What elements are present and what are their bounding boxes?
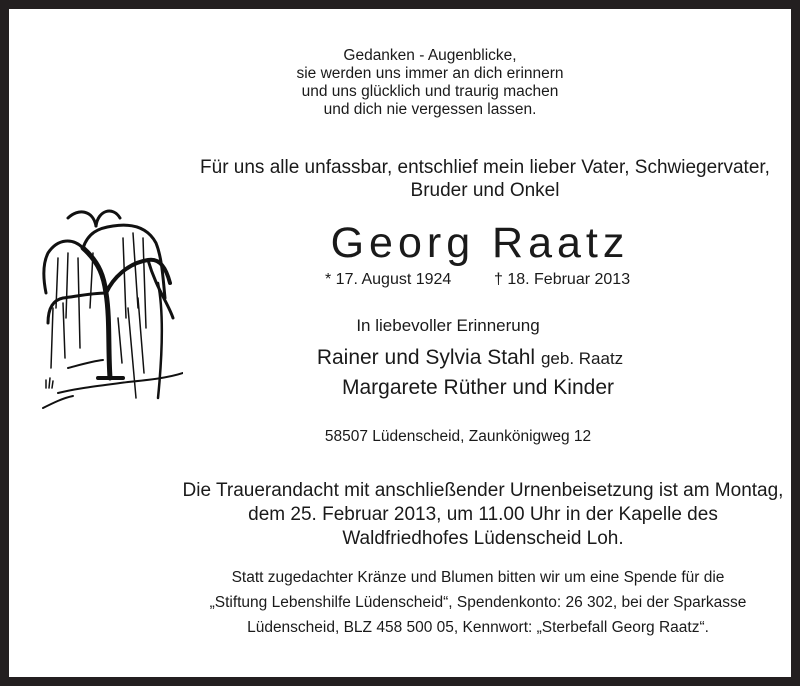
- donation-line: Statt zugedachter Kränze und Blumen bitten wir um eine Spende für die: [231, 569, 725, 586]
- mourners-line-1: [150, 345, 790, 371]
- poem-line: und dich nie vergessen lassen.: [323, 101, 537, 118]
- birth-date: * 17. August 1924: [325, 271, 452, 288]
- donation-line: Lüdenscheid, BLZ 458 500 05, Kennwort: „Sterbefall Georg Raatz“.: [247, 619, 709, 636]
- death-date: † 18. Februar 2013: [494, 271, 631, 288]
- service-line: Waldfriedhofes Lüdenscheid Loh.: [342, 528, 624, 549]
- service-line: dem 25. Februar 2013, um 11.00 Uhr in der Kapelle des: [248, 504, 718, 525]
- address: 58507 Lüdenscheid, Zaunkönigweg 12: [324, 428, 592, 445]
- intro-line: Für uns alle unfassbar, entschlief mein lieber Vater, Schwiegervater,: [200, 157, 770, 178]
- memory-heading: In liebevoller Erinnerung: [356, 316, 540, 335]
- intro-line: Bruder und Onkel: [410, 180, 560, 201]
- poem-line: sie werden uns immer an dich erinnern: [296, 65, 564, 82]
- mourners-line-2: Margarete Rüther und Kinder: [342, 376, 614, 399]
- donation-line: „Stiftung Lebenshilfe Lüdenscheid“, Spendenkonto: 26 302, bei der Sparkasse: [209, 594, 747, 611]
- mourner-names: Rainer und Sylvia Stahl: [316, 346, 536, 369]
- maiden-name: geb. Raatz: [540, 349, 624, 368]
- weeping-willow-illustration: [38, 198, 183, 413]
- service-line: Die Trauerandacht mit anschließender Urnenbeisetzung ist am Montag,: [182, 480, 784, 501]
- deceased-name: Georg Raatz: [330, 219, 630, 267]
- poem-line: Gedanken - Augenblicke,: [343, 47, 517, 64]
- poem-line: und uns glücklich und traurig machen: [301, 83, 559, 100]
